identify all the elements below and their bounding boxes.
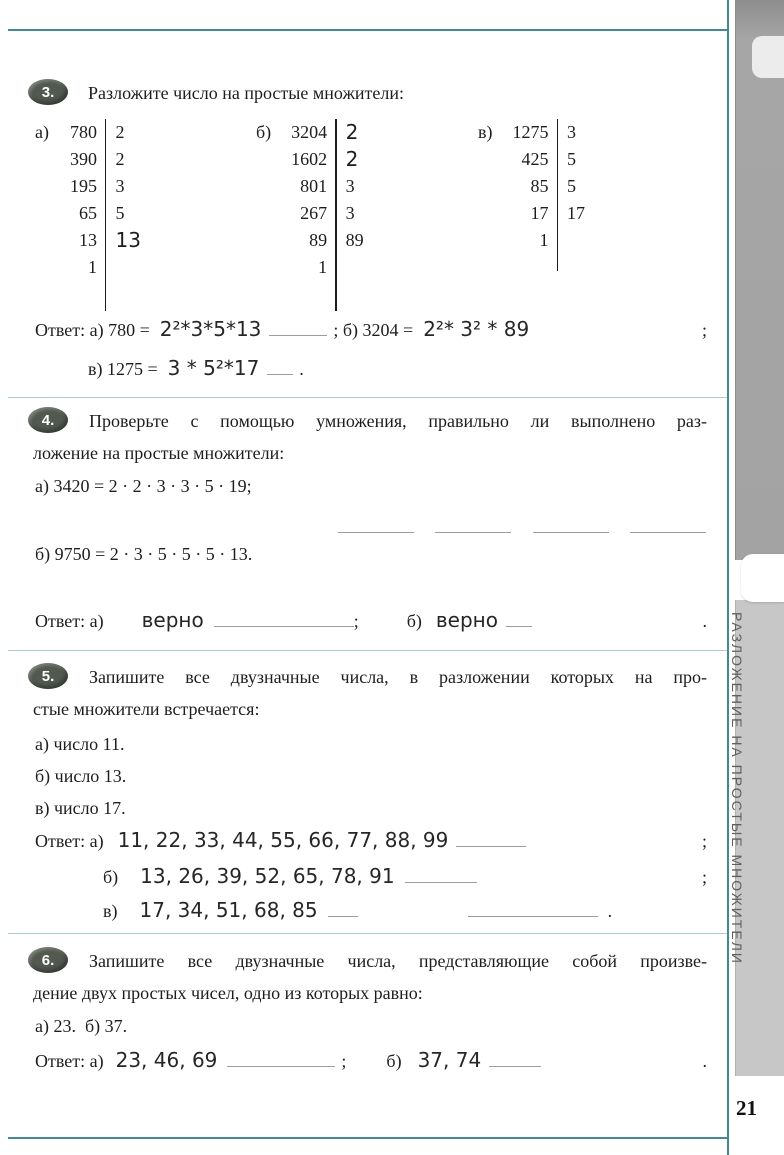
- item-label-b: б): [256, 122, 272, 142]
- factorization-c: [478, 119, 585, 271]
- number-column: [57, 119, 97, 281]
- task-5-text: [33, 661, 707, 725]
- book-edge-top: [735, 0, 784, 560]
- answer-value-a-handwritten: верно: [141, 608, 204, 632]
- answer-blank: [328, 905, 358, 917]
- num-cell: 425: [521, 149, 549, 169]
- task-5-number: 5.: [41, 667, 55, 685]
- factor-cell-handwritten: 13: [115, 228, 141, 252]
- factorization-a: [35, 119, 141, 311]
- factor-cell: 5: [115, 203, 125, 223]
- answer-blank: [405, 871, 477, 883]
- factor-cell: 2: [115, 149, 125, 169]
- top-rule: [8, 29, 728, 31]
- task-4-number: 4.: [41, 411, 55, 429]
- number-column: [279, 119, 327, 281]
- answer-blank: [506, 615, 532, 627]
- section-separator: [8, 397, 728, 398]
- answer-blank: [214, 615, 354, 627]
- task-3-answer-line-1: [35, 317, 707, 341]
- num-cell: 267: [300, 203, 328, 223]
- answer-value-b-handwritten: верно: [435, 608, 498, 632]
- factor-cell: 17: [567, 203, 585, 223]
- factor-column: [558, 119, 585, 227]
- task-text-line: Запишите все двузначные числа, в разложении которых на про-: [89, 667, 707, 687]
- answer-prefix-c: в): [103, 901, 118, 921]
- answer-value-c-handwritten: 17, 34, 51, 68, 85: [139, 898, 318, 922]
- chapter-sidebar-title: РАЗЛОЖЕНИЕ НА ПРОСТЫЕ МНОЖИТЕЛИ: [729, 612, 745, 965]
- task-3-answer-line-2: [88, 356, 304, 380]
- task-3-number: 3.: [41, 83, 55, 101]
- task-text-line: ложение на простые множители:: [33, 443, 285, 463]
- answer-blank: [630, 521, 706, 533]
- num-cell: 1: [87, 257, 97, 277]
- answer-blank: [533, 521, 609, 533]
- blank-line-row: [338, 521, 706, 533]
- factor-cell: 3: [345, 176, 355, 196]
- num-cell: 1275: [512, 122, 549, 142]
- num-cell: 17: [530, 203, 549, 223]
- task-text-line: стые множители встречается:: [33, 699, 260, 719]
- item-label-c: в): [478, 122, 493, 142]
- answer-value-a-handwritten: 11, 22, 33, 44, 55, 66, 77, 88, 99: [117, 828, 449, 852]
- answer-prefix-b: б): [103, 867, 119, 887]
- answer-blank: [267, 363, 293, 375]
- factor-column: [106, 119, 140, 254]
- task-6-text: [33, 945, 707, 1009]
- task-5-answer-c: [103, 898, 707, 922]
- task-6-items: а) 23. б) 37.: [35, 1016, 128, 1036]
- task-text-line: Проверьте с помощью умножения, правильно ли выполнено раз-: [89, 411, 707, 431]
- answer-prefix-b: ; б) 3204 =: [333, 320, 414, 340]
- factor-cell: 3: [345, 203, 355, 223]
- task-3-badge: [28, 79, 68, 105]
- book-edge-tab: [741, 554, 784, 602]
- num-cell: 780: [69, 122, 97, 142]
- answer-punct: .: [702, 611, 707, 631]
- answer-prefix-a: Ответ: а): [35, 611, 104, 631]
- answer-prefix-a: Ответ: а) 780 =: [35, 320, 150, 340]
- answer-punct: .: [607, 901, 613, 921]
- answer-punct: .: [702, 1051, 707, 1071]
- num-cell: 85: [530, 176, 549, 196]
- task-text-line: дение двух простых чисел, одно из которых равно:: [33, 983, 423, 1003]
- factor-cell: 5: [567, 149, 576, 169]
- num-cell: 195: [69, 176, 97, 196]
- task-4-item-a: а) 3420 = 2 · 2 · 3 · 3 · 5 · 19;: [35, 476, 252, 496]
- answer-value-a-handwritten: 2²*3*5*13: [159, 317, 262, 341]
- factor-cell: 3: [567, 122, 576, 142]
- answer-value-c-handwritten: 3 * 5²*17: [167, 356, 260, 380]
- answer-prefix-a: Ответ: а): [35, 831, 104, 851]
- task-5-item-c: в) число 17.: [35, 798, 126, 818]
- factor-cell: 5: [567, 176, 576, 196]
- page-number: 21: [736, 1096, 757, 1120]
- answer-blank: [489, 1055, 541, 1067]
- answer-blank: [338, 521, 414, 533]
- answer-blank: [468, 905, 598, 917]
- answer-punct: ;: [353, 611, 359, 631]
- answer-value-b-handwritten: 37, 74: [417, 1048, 482, 1072]
- section-separator: [8, 650, 728, 651]
- num-cell: 1602: [291, 149, 328, 169]
- num-cell: 801: [300, 176, 328, 196]
- task-5-item-a: а) число 11.: [35, 734, 125, 754]
- num-cell: 3204: [291, 122, 328, 142]
- answer-value-a-handwritten: 23, 46, 69: [115, 1048, 218, 1072]
- task-5-answer-b: [103, 864, 707, 888]
- answer-prefix-b: б): [386, 1051, 402, 1071]
- factorization-b: [256, 119, 364, 311]
- answer-punct: ;: [701, 320, 707, 340]
- answer-value-b-handwritten: 2²* 3² * 89: [423, 317, 530, 341]
- num-cell: 89: [309, 230, 328, 250]
- factor-cell: 3: [115, 176, 125, 196]
- factor-cell-handwritten: 2: [345, 120, 359, 144]
- answer-punct: .: [299, 359, 304, 379]
- answer-blank: [269, 324, 327, 336]
- task-5-answer-a: [35, 828, 707, 852]
- task-text-line: Запишите все двузначные числа, представляющие собой произве-: [89, 951, 707, 971]
- answer-punct: ;: [341, 1051, 347, 1071]
- answer-blank: [435, 521, 511, 533]
- factor-cell-handwritten: 2: [345, 147, 359, 171]
- num-cell: 1: [318, 257, 328, 277]
- answer-prefix-a: Ответ: а): [35, 1051, 104, 1071]
- factor-cell: 89: [345, 230, 364, 250]
- bottom-rule: [8, 1137, 728, 1139]
- task-5-item-b: б) число 13.: [35, 766, 127, 786]
- num-cell: 65: [78, 203, 97, 223]
- task-6-number: 6.: [41, 951, 55, 969]
- num-cell: 390: [69, 149, 97, 169]
- section-separator: [8, 933, 728, 934]
- factor-column: [337, 119, 364, 254]
- num-cell: 13: [78, 230, 97, 250]
- answer-blank: [456, 835, 526, 847]
- answer-prefix-c: в) 1275 =: [88, 359, 158, 379]
- book-edge-notch: [752, 36, 784, 78]
- factor-cell: 2: [115, 122, 125, 142]
- task-4-answer-line: [35, 608, 707, 632]
- task-6-answer-line: [35, 1048, 707, 1072]
- item-label-a: а): [35, 122, 49, 142]
- answer-value-b-handwritten: 13, 26, 39, 52, 65, 78, 91: [140, 864, 395, 888]
- task-3-title: Разложите число на простые множители:: [88, 83, 404, 103]
- num-cell: 1: [539, 230, 549, 250]
- answer-punct: ;: [701, 831, 707, 851]
- answer-blank: [227, 1055, 335, 1067]
- task-4-item-b: б) 9750 = 2 · 3 · 5 · 5 · 5 · 13.: [35, 544, 253, 564]
- number-column: [501, 119, 549, 254]
- answer-prefix-b: б): [406, 611, 422, 631]
- task-4-text: [33, 405, 707, 469]
- answer-punct: ;: [701, 867, 707, 887]
